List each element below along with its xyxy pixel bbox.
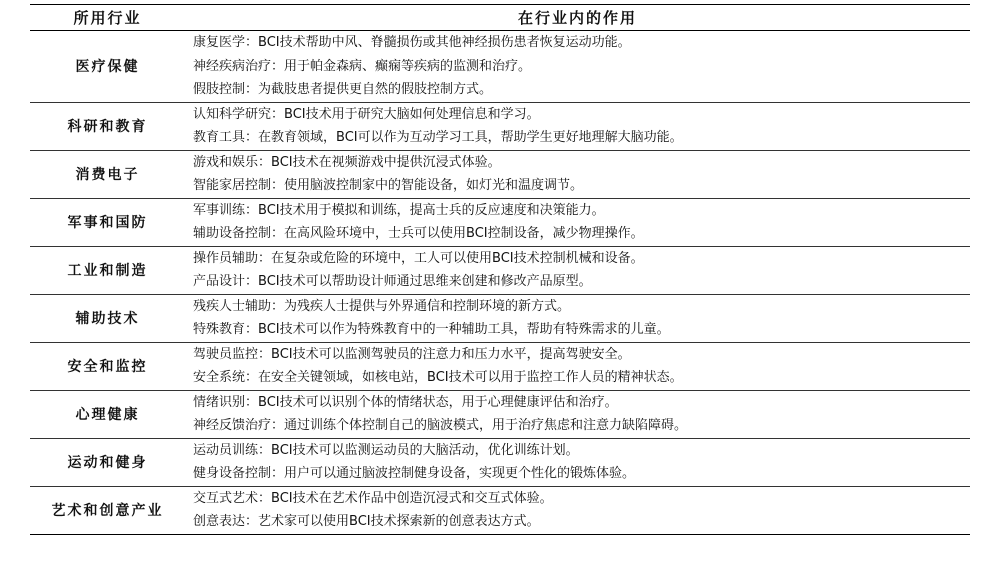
role-item: 游戏和娱乐：BCI技术在视频游戏中提供沉浸式体验。 (193, 154, 501, 170)
table-row (30, 246, 970, 294)
industry-cell: 医疗保健 (30, 31, 185, 103)
table-row (30, 102, 970, 150)
role-item: 健身设备控制：用户可以通过脑波控制健身设备，实现更个性化的锻炼体验。 (193, 466, 636, 481)
table-row (30, 390, 970, 438)
role-item: 智能家居控制：使用脑波控制家中的智能设备，如灯光和温度调节。 (193, 178, 584, 193)
table-row (30, 198, 970, 246)
bci-industry-table (30, 4, 970, 535)
roles-cell (185, 31, 970, 103)
role-item: 运动员训练：BCI技术可以监测运动员的大脑活动，优化训练计划。 (193, 442, 579, 458)
industry-cell: 军事和国防 (30, 198, 185, 246)
role-item: 军事训练：BCI技术用于模拟和训练，提高士兵的反应速度和决策能力。 (193, 202, 605, 218)
role-item: 产品设计：BCI技术可以帮助设计师通过思维来创建和修改产品原型。 (193, 274, 592, 289)
role-item: 假肢控制：为截肢患者提供更自然的假肢控制方式。 (193, 82, 493, 97)
role-item: 特殊教育：BCI技术可以作为特殊教育中的一种辅助工具，帮助有特殊需求的儿童。 (193, 322, 670, 337)
industry-cell: 科研和教育 (30, 102, 185, 150)
role-item: 教育工具：在教育领域，BCI可以作为互动学习工具，帮助学生更好地理解大脑功能。 (193, 130, 683, 145)
role-item: 认知科学研究：BCI技术用于研究大脑如何处理信息和学习。 (193, 106, 540, 122)
industry-cell: 心理健康 (30, 390, 185, 438)
industry-cell: 运动和健身 (30, 438, 185, 486)
header-row (30, 5, 970, 31)
roles-cell (185, 102, 970, 150)
roles-cell (185, 246, 970, 294)
role-item: 创意表达：艺术家可以使用BCI技术探索新的创意表达方式。 (193, 514, 540, 529)
role-item: 操作员辅助：在复杂或危险的环境中，工人可以使用BCI技术控制机械和设备。 (193, 250, 644, 266)
role-item: 情绪识别：BCI技术可以识别个体的情绪状态，用于心理健康评估和治疗。 (193, 394, 618, 410)
role-item: 神经反馈治疗：通过训练个体控制自己的脑波模式，用于治疗焦虑和注意力缺陷障碍。 (193, 418, 688, 433)
role-item: 残疾人士辅助：为残疾人士提供与外界通信和控制环境的新方式。 (193, 298, 571, 314)
roles-cell (185, 342, 970, 390)
roles-cell (185, 486, 970, 534)
roles-cell (185, 150, 970, 198)
industry-cell: 艺术和创意产业 (30, 486, 185, 534)
table-row (30, 294, 970, 342)
role-item: 神经疾病治疗：用于帕金森病、癫痫等疾病的监测和治疗。 (193, 58, 532, 74)
table-body (30, 31, 970, 535)
roles-cell (185, 198, 970, 246)
table-row (30, 342, 970, 390)
industry-cell: 辅助技术 (30, 294, 185, 342)
role-item: 驾驶员监控：BCI技术可以监测驾驶员的注意力和压力水平，提高驾驶安全。 (193, 346, 631, 362)
table-header (30, 5, 970, 31)
role-item: 辅助设备控制：在高风险环境中，士兵可以使用BCI控制设备，减少物理操作。 (193, 226, 644, 241)
table-row (30, 438, 970, 486)
role-item: 康复医学：BCI技术帮助中风、脊髓损伤或其他神经损伤患者恢复运动功能。 (193, 35, 631, 50)
roles-cell (185, 438, 970, 486)
table-row (30, 150, 970, 198)
table-row (30, 31, 970, 103)
header-role: 在行业内的作用 (185, 5, 970, 31)
roles-cell (185, 390, 970, 438)
bci-industry-table-wrapper (30, 4, 970, 535)
industry-cell: 消费电子 (30, 150, 185, 198)
table-row (30, 486, 970, 534)
role-item: 安全系统：在安全关键领域，如核电站，BCI技术可以用于监控工作人员的精神状态。 (193, 370, 683, 385)
role-item: 交互式艺术：BCI技术在艺术作品中创造沉浸式和交互式体验。 (193, 490, 553, 506)
industry-cell: 安全和监控 (30, 342, 185, 390)
roles-cell (185, 294, 970, 342)
header-industry: 所用行业 (30, 5, 185, 31)
industry-cell: 工业和制造 (30, 246, 185, 294)
